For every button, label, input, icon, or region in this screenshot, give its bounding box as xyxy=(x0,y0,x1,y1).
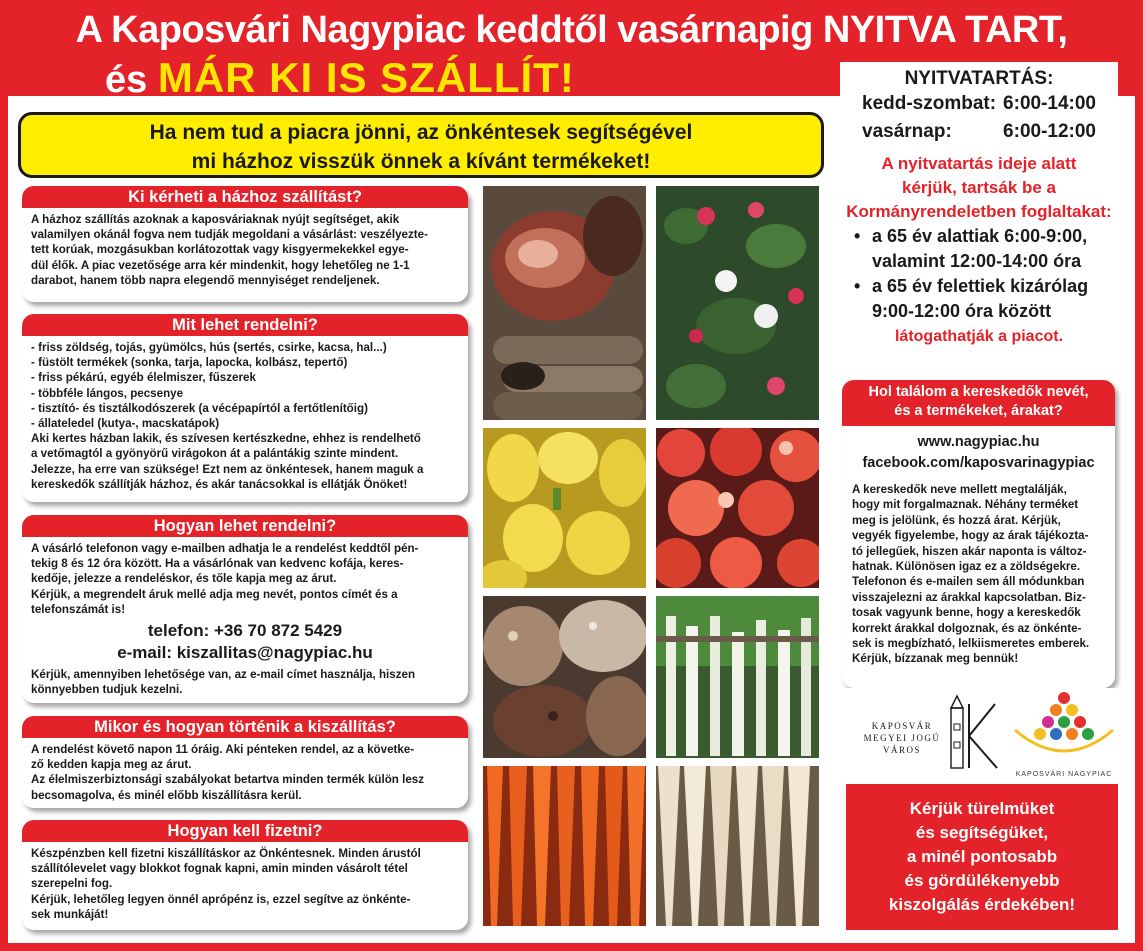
opening-hours-title: NYITVATARTÁS: xyxy=(904,68,1054,89)
box-title xyxy=(842,380,1115,426)
text-line: - friss zöldség, tojás, gyümölcs, hús (sertés, csirke, kacsa, hal...) xyxy=(31,341,387,354)
email-address: e-mail: kiszallitas@nagypiac.hu xyxy=(117,643,373,663)
text-line: hatnak. Különösen igaz ez a zöldségekre. xyxy=(852,560,1081,574)
dried-fruit-photo xyxy=(483,596,646,758)
age-rule-item xyxy=(854,224,1118,274)
payment-box xyxy=(22,820,468,930)
thank-you-line: kiszolgálás érdekében! xyxy=(888,895,1076,914)
text-line: vegyék figyelembe, hogy az árak tájékozta- xyxy=(852,529,1089,543)
box-text xyxy=(22,537,468,703)
box-text xyxy=(22,738,468,808)
box-title: Mikor és hogyan történik a kiszállítás? xyxy=(22,716,468,738)
box-text xyxy=(22,842,468,928)
hours-notice xyxy=(840,152,1118,224)
delivery-timing-box xyxy=(22,716,468,808)
headline-line1: A Kaposvári Nagypiac keddtől vasárnapig NYITVA TART, xyxy=(75,9,1068,51)
market-logo-text: KAPOSVÁRI NAGYPIAC xyxy=(1015,771,1113,778)
text-line: Kérjük, lehetőleg legyen önnél aprópénz is, ezzel segítve az önkénte- xyxy=(31,892,411,906)
text-line: Kérjük, amennyiben lehetősége van, az e-mail címet használja, hiszen xyxy=(31,668,416,682)
who-can-order-box xyxy=(22,186,468,302)
notice-line: Kormányrendeletben foglaltakat: xyxy=(846,202,1112,221)
notice-line: kérjük, tartsák be a xyxy=(901,178,1057,197)
headline-highlight: MÁR KI IS SZÁLLÍT! xyxy=(157,54,575,101)
age-rule-line: • a 65 év felettiek kizárólag xyxy=(872,276,1089,296)
how-to-order-box xyxy=(22,515,468,703)
box-title: Hogyan lehet rendelni? xyxy=(22,515,468,537)
hours-row xyxy=(840,90,1118,118)
age-rule-line: • a 65 év alattiak 6:00-9:00, xyxy=(872,226,1088,246)
phone-number: telefon: +36 70 872 5429 xyxy=(147,621,343,641)
text-line: telefonszámát is! xyxy=(31,602,126,616)
text-line: meg is jelölünk, és hozzá árat. Kérjük, xyxy=(852,513,1061,527)
age-rule-line: valamint 12:00-14:00 óra xyxy=(872,251,1082,271)
smoked-meat-photo xyxy=(483,186,646,420)
delivery-banner xyxy=(18,112,824,178)
text-line: valamilyen okánál fogva nem tudják megoldani a vásárlást: veszélyezte- xyxy=(31,228,428,242)
box-title-line: és a termékeket, árakat? xyxy=(894,403,1063,419)
thank-you-line: Kérjük türelmüket xyxy=(909,799,1055,818)
text-line: kedője, jelezze a rendeléskor, és tőle kapja meg az árut. xyxy=(31,572,337,586)
headline-line2 xyxy=(105,56,805,102)
age-rule-line: 9:00-12:00 óra között xyxy=(872,301,1052,321)
text-line: Kérjük, a megrendelt áruk mellé adja meg nevét, pontos címét és a xyxy=(31,587,398,601)
text-line: - friss pékárú, egyéb élelmiszer, fűszerek xyxy=(31,371,256,385)
box-title: Mit lehet rendelni? xyxy=(22,314,468,336)
traders-info-box xyxy=(842,380,1115,688)
text-line: sek is megbízható, lelkiismeretes emberek. xyxy=(852,637,1090,651)
peppers-photo xyxy=(483,428,646,588)
text-line: tekig 8 és 12 óra között. Ha a vásárlónak van kedvenc kofája, keres- xyxy=(31,557,404,571)
text-line: - állateledel (kutya-, macskatápok) xyxy=(31,417,220,431)
text-line: ző kedden kapja meg az árut. xyxy=(31,758,192,772)
text-line: tett korúak, mozgásukban korlátozottak vagy kisgyermekekkel egye- xyxy=(31,243,409,257)
text-line: visszajelezni az árakkal kapcsolatban. Biz- xyxy=(852,590,1086,604)
box-title-line: Hol találom a kereskedők nevét, xyxy=(868,384,1089,400)
parsnips-photo xyxy=(656,766,819,926)
text-line: könnyebben tudjuk kezelni. xyxy=(31,683,183,697)
text-line: A rendelést követő napon 11 óráig. Aki pénteken rendel, az a követke- xyxy=(31,743,415,756)
carrots-photo xyxy=(483,766,646,926)
opening-hours-box xyxy=(840,62,1118,362)
spring-onions-photo xyxy=(656,596,819,758)
text-line: - tisztító- és tisztálkodószerek (a vécépapírtól a fertőtlenítőig) xyxy=(31,401,368,415)
city-logo-line: KAPOSVÁR xyxy=(871,721,933,731)
box-text xyxy=(22,336,468,498)
age-rules-list xyxy=(840,224,1118,324)
website-link: www.nagypiac.hu xyxy=(917,434,1040,450)
notice-line: A nyitvatartás ideje alatt xyxy=(881,154,1077,173)
headline-and: és xyxy=(105,59,148,101)
text-line: sek munkáját! xyxy=(31,907,109,921)
text-line: darabot, hanem több napra elegendő mennyiséget rendeljenek. xyxy=(31,273,380,287)
city-logo-line: MEGYEI JOGÚ xyxy=(863,733,941,743)
what-to-order-box xyxy=(22,314,468,502)
text-line: dül élők. A piac vezetősége arra kér mindenkit, hogy lehetőleg ne 1-1 xyxy=(31,258,410,272)
city-logo-line: VÁROS xyxy=(882,745,921,755)
banner-line: mi házhoz visszük önnek a kívánt termékeket! xyxy=(191,150,651,173)
flowers-photo xyxy=(656,186,819,420)
text-line: Aki kertes házban lakik, és szívesen kertészkedne, ehhez is rendelhető xyxy=(31,432,421,446)
hours-row xyxy=(840,118,1118,146)
hours-closing: látogathatják a piacot. xyxy=(894,328,1064,345)
hours-time: 6:00-14:00 xyxy=(1003,93,1096,114)
age-rule-item xyxy=(854,274,1118,324)
text-line: becsomagolva, és minél előbb kiszállításra kerül. xyxy=(31,788,302,802)
web-links xyxy=(842,432,1115,474)
hours-day: kedd-szombat: xyxy=(862,93,997,114)
city-logo-text xyxy=(857,720,947,756)
text-line: tosak vagyunk benne, hogy a kereskedők xyxy=(852,606,1081,620)
text-line: szerepelni fog. xyxy=(31,877,113,891)
text-line: kereskedők szállítják házhoz, és akár tanácsokkal is ellátják Önöket! xyxy=(31,477,408,491)
tomatoes-photo xyxy=(656,428,819,588)
text-line: Kérjük, bízzanak meg bennük! xyxy=(852,652,1019,666)
text-line: Telefonon és e-mailen sem áll módunkban xyxy=(852,575,1085,589)
thank-you-line: a minél pontosabb xyxy=(906,847,1058,866)
box-title: Ki kérheti a házhoz szállítást? xyxy=(22,186,468,208)
text-line: korrekt árakkal dolgoznak, és az önkénte- xyxy=(852,621,1082,635)
text-line: A vásárló telefonon vagy e-mailben adhatja le a rendelést keddtől pén- xyxy=(31,542,419,555)
text-line: - füstölt termékek (sonka, tarja, lapocka, kolbász, tepertő) xyxy=(31,356,348,370)
text-line: tó jellegűek, hiszen akár naponta is változ- xyxy=(852,544,1087,558)
box-text xyxy=(22,208,468,294)
hours-day: vasárnap: xyxy=(862,121,952,142)
text-line: - többféle lángos, pecsenye xyxy=(31,386,184,400)
thank-you-line: és segítségüket, xyxy=(915,823,1049,842)
text-line: a vetőmagtól a gyönyörű virágokon át a palántákig szinte mindent. xyxy=(31,447,399,461)
text-line: hogy mit forgalmaznak. Néhány terméket xyxy=(852,498,1079,512)
box-text xyxy=(842,474,1115,675)
facebook-link: facebook.com/kaposvarinagypiac xyxy=(862,455,1095,471)
banner-line: Ha nem tud a piacra jönni, az önkéntesek segítségével xyxy=(149,121,693,144)
text-line: Készpénzben kell fizetni kiszállításkor az Önkéntesnek. Minden árustól xyxy=(31,847,421,860)
text-line: Az élelmiszerbiztonsági szabályokat betartva minden termék külön lesz xyxy=(31,773,425,787)
thank-you-box xyxy=(846,784,1118,930)
market-logo-icon xyxy=(1005,688,1123,780)
city-crest-icon xyxy=(945,694,999,774)
text-line: A kereskedők neve mellett megtalálják, xyxy=(852,483,1067,496)
thank-you-line: és gördülékenyebb xyxy=(904,871,1060,890)
hours-time: 6:00-12:00 xyxy=(1003,121,1096,142)
text-line: szállítólevelet vagy blokkot fognak kapni, amin minden vásárolt tétel xyxy=(31,862,408,876)
text-line: A házhoz szállítás azoknak a kaposváriaknak nyújt segítséget, akik xyxy=(31,213,400,226)
text-line: Jelezze, ha erre van szüksége! Ezt nem az önkéntesek, hanem maguk a xyxy=(31,462,424,476)
box-title: Hogyan kell fizetni? xyxy=(22,820,468,842)
